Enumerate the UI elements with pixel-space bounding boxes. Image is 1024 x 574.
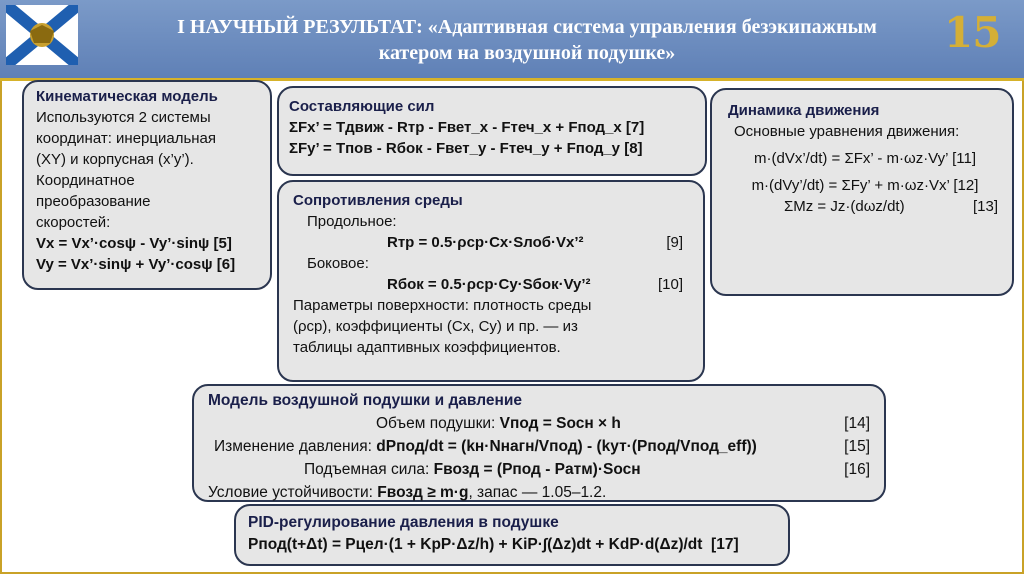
equation-14-row: [208, 412, 870, 435]
kinematic-text: (XY) и корпусная (x’y’).: [36, 151, 194, 168]
equation-15: dPпод/dt = (kн·Nнагн/Vпод) - (kут·(Pпод/Vпод_eff)): [376, 438, 757, 455]
equation-label: Объем подушки:: [376, 415, 500, 432]
forces-heading: Составляющие сил: [289, 98, 435, 115]
kinematic-text: скоростей:: [36, 214, 111, 231]
title-line-2: катером на воздушной подушке»: [378, 42, 676, 64]
equation-label: Подъемная сила:: [304, 461, 434, 478]
stability-condition: [208, 481, 870, 504]
equation-ref: [15]: [844, 438, 870, 455]
equation-14: Vпод = Sосн × h: [499, 415, 621, 432]
resistance-box: [277, 180, 705, 382]
dynamics-box: [710, 88, 1014, 296]
equation-15-row: [208, 435, 870, 458]
pid-heading: PID-регулирование давления в подушке: [248, 514, 559, 531]
equation-5: Vx = Vx’·cosψ - Vy’·sinψ [5]: [36, 235, 232, 252]
forces-box: [277, 86, 707, 176]
equation-label: Изменение давления:: [214, 438, 377, 455]
equation-label: Условие устойчивости:: [208, 484, 378, 501]
kinematic-text: координат: инерциальная: [36, 130, 217, 147]
equation-ref: [10]: [657, 276, 683, 293]
equation-13: ΣMz = Jz·(dωz/dt): [784, 198, 905, 215]
equation-16: Fвозд = (Pпод - Pатм)·Sосн: [433, 461, 641, 478]
equation-17: Pпод(t+Δt) = Pцел·(1 + KpP·Δz/h) + KiP·∫(Δz)dt + KdP·d(Δz)/dt [17]: [248, 536, 739, 553]
pid-box: [234, 504, 790, 566]
longitudinal-label: Продольное:: [307, 213, 397, 230]
equation-ref: [16]: [844, 461, 870, 478]
equation-10-row: [293, 274, 691, 295]
title-line-1: I НАУЧНЫЙ РЕЗУЛЬТАТ: «Адаптивная система управления безэкипажным: [177, 16, 877, 38]
kinematic-text: Координатное: [36, 172, 135, 189]
equation-8: ΣFy’ = Tпов - Rбок - Fвет_y - Fтеч_y + Fпод_y [8]: [289, 140, 643, 157]
equation-ref: [14]: [844, 415, 870, 432]
equation-16-row: [208, 458, 870, 481]
equation-6: Vy = Vx’·sinψ + Vy’·cosψ [6]: [36, 256, 236, 273]
equation-13-row: [728, 196, 1002, 217]
equation-11: m·(dVx’/dt) = ΣFx’ - m·ωz·Vy’ [11]: [754, 150, 976, 167]
kinematic-model-box: [22, 80, 272, 290]
air-cushion-box: [192, 384, 886, 502]
kinematic-heading: Кинематическая модель: [36, 88, 218, 105]
equation-7: ΣFx’ = Tдвиж - Rтр - Fвет_x - Fтеч_x + Fпод_x [7]: [289, 119, 645, 136]
stability-margin: , запас — 1.05–1.2.: [468, 484, 607, 501]
kinematic-text: преобразование: [36, 193, 151, 210]
slide-header: [0, 0, 1024, 81]
navy-flag-emblem-icon: [6, 5, 78, 65]
equation-ref: [13]: [972, 198, 998, 215]
resistance-text: Параметры поверхности: плотность среды: [293, 297, 592, 314]
dynamics-intro: Основные уравнения движения:: [734, 123, 960, 140]
dynamics-heading: Динамика движения: [728, 102, 880, 119]
cushion-heading: Модель воздушной подушки и давление: [208, 392, 523, 409]
lateral-label: Боковое:: [307, 255, 369, 272]
resistance-text: таблицы адаптивных коэффициентов.: [293, 339, 561, 356]
equation-9: Rтр = 0.5·ρср·Cx·Sлоб·Vx’²: [387, 234, 584, 251]
resistance-text: (ρср), коэффициенты (Cx, Cy) и пр. — из: [293, 318, 578, 335]
slide-title: [92, 14, 962, 66]
stability-inequality: Fвозд ≥ m·g: [377, 484, 469, 501]
equation-10: Rбок = 0.5·ρср·Cy·Sбок·Vy’²: [387, 276, 591, 293]
equation-9-row: [293, 232, 691, 253]
equation-ref: [9]: [666, 234, 683, 251]
equation-12: m·(dVy’/dt) = ΣFy’ + m·ωz·Vx’ [12]: [751, 177, 979, 194]
resistance-heading: Сопротивления среды: [293, 192, 463, 209]
kinematic-text: Используются 2 системы: [36, 109, 211, 126]
slide-number: 15: [944, 8, 1001, 57]
